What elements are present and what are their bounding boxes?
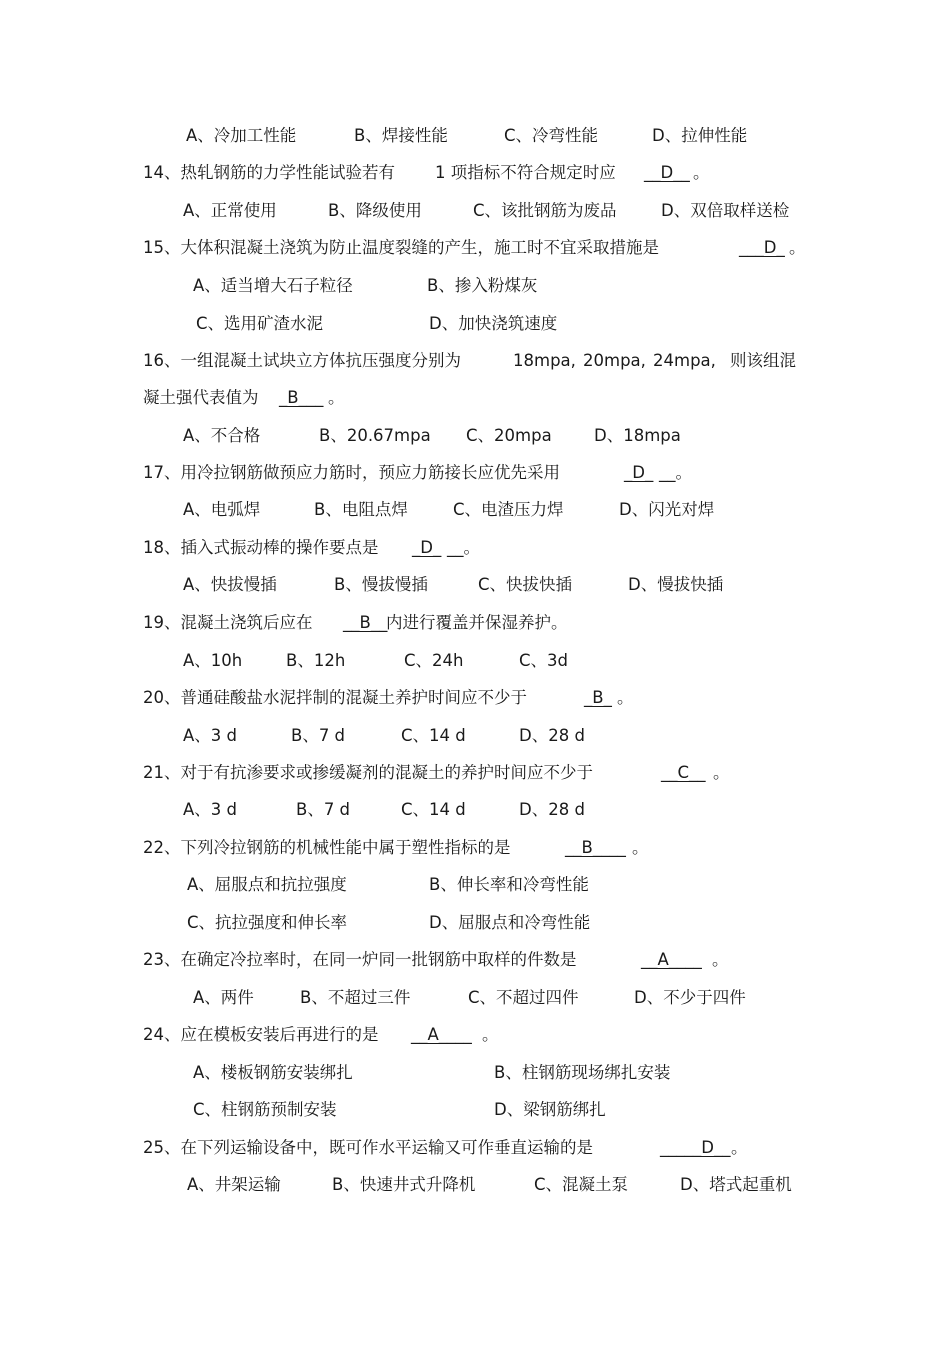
text-segment: D、拉伸性能: [652, 126, 748, 145]
text-segment: D、闪光对焊: [619, 500, 715, 519]
text-segment: D、塔式起重机: [680, 1175, 792, 1194]
text-segment: B、焊接性能: [354, 126, 448, 145]
text-segment: 25、在下列运输设备中，既可作水平运输又可作垂直运输的是: [143, 1138, 593, 1157]
text-segment: A、快拔慢插: [183, 575, 277, 594]
text-segment: 16、一组混凝土试块立方体抗压强度分别为: [143, 351, 461, 370]
text-segment: B、7 d: [291, 726, 346, 745]
text-segment: C、冷弯性能: [504, 126, 599, 145]
text-segment: 1 项指标不符合规定时应: [435, 163, 616, 182]
text-segment: 。: [632, 838, 649, 857]
text-segment: B、掺入粉煤灰: [427, 276, 538, 295]
answer-blank: ___D_: [739, 238, 785, 257]
text-segment: A、屈服点和抗拉强度: [187, 875, 347, 894]
answer-blank: __A____: [411, 1025, 472, 1044]
text-segment: A、10h: [183, 651, 243, 670]
text-segment: D、慢拔快插: [628, 575, 724, 594]
text-segment: 。: [731, 1138, 748, 1157]
answer-blank: __C__: [661, 763, 706, 782]
text-segment: C、24h: [404, 651, 464, 670]
text-segment: D、18mpa: [594, 426, 681, 445]
text-segment: 。: [617, 688, 634, 707]
text-segment: C、14 d: [401, 800, 466, 819]
text-segment: 22、下列冷拉钢筋的机械性能中属于塑性指标的是: [143, 838, 511, 857]
text-segment: C、柱钢筋预制安装: [193, 1100, 337, 1119]
text-segment: A、电弧焊: [183, 500, 261, 519]
text-segment: C、该批钢筋为废品: [473, 201, 617, 220]
text-segment: A、正常使用: [183, 201, 277, 220]
text-segment: D、梁钢筋绑扎: [494, 1100, 606, 1119]
text-segment: 20mpa,: [583, 351, 646, 370]
text-segment: D、28 d: [519, 800, 585, 819]
text-segment: 凝土强代表值为: [143, 388, 259, 407]
answer-blank: __B__: [343, 613, 388, 632]
text-segment: C、抗拉强度和伸长率: [187, 913, 348, 932]
text-segment: 。: [713, 763, 730, 782]
text-segment: B、电阻点焊: [314, 500, 408, 519]
text-segment: 。: [789, 238, 806, 257]
text-segment: 24mpa,: [653, 351, 716, 370]
answer-blank: _B_: [584, 688, 612, 707]
text-segment: D、28 d: [519, 726, 585, 745]
text-segment: 14、热轧钢筋的力学性能试验若有: [143, 163, 395, 182]
text-segment: C、混凝土泵: [534, 1175, 629, 1194]
text-segment: B、柱钢筋现场绑扎安装: [494, 1063, 671, 1082]
text-segment: B、20.67mpa: [319, 426, 431, 445]
text-segment: B、7 d: [296, 800, 351, 819]
text-segment: A、楼板钢筋安装绑扎: [193, 1063, 353, 1082]
text-segment: A、不合格: [183, 426, 261, 445]
text-segment: 18mpa,: [513, 351, 576, 370]
text-segment: __。: [447, 538, 480, 557]
text-segment: __。: [659, 463, 692, 482]
text-segment: 。: [482, 1025, 499, 1044]
text-segment: B、快速井式升降机: [332, 1175, 476, 1194]
text-segment: D、加快浇筑速度: [429, 314, 558, 333]
text-segment: 18、插入式振动棒的操作要点是: [143, 538, 379, 557]
text-segment: C、快拔快插: [478, 575, 573, 594]
text-segment: A、3 d: [183, 726, 238, 745]
text-segment: B、慢拔慢插: [334, 575, 428, 594]
text-segment: A、两件: [193, 988, 254, 1007]
text-segment: C、电渣压力焊: [453, 500, 564, 519]
answer-blank: __B____: [565, 838, 626, 857]
text-segment: C、不超过四件: [468, 988, 579, 1007]
answer-blank: _D_: [412, 538, 442, 557]
text-segment: C、选用矿渣水泥: [196, 314, 324, 333]
text-segment: B、12h: [286, 651, 346, 670]
text-segment: C、20mpa: [466, 426, 552, 445]
answer-blank: _____D__: [660, 1138, 731, 1157]
text-segment: C、3d: [519, 651, 568, 670]
text-segment: 23、在确定冷拉率时，在同一炉同一批钢筋中取样的件数是: [143, 950, 577, 969]
text-segment: 。: [693, 163, 710, 182]
text-segment: D、不少于四件: [634, 988, 746, 1007]
text-segment: A、适当增大石子粒径: [193, 276, 353, 295]
text-segment: 19、混凝土浇筑后应在: [143, 613, 313, 632]
text-segment: 20、普通硅酸盐水泥拌制的混凝土养护时间应不少于: [143, 688, 527, 707]
text-segment: 17、用冷拉钢筋做预应力筋时，预应力筋接长应优先采用: [143, 463, 560, 482]
text-segment: B、降级使用: [328, 201, 422, 220]
answer-blank: _B___: [279, 388, 324, 407]
text-segment: 则该组混: [730, 351, 796, 370]
text-segment: 21、对于有抗渗要求或掺缓凝剂的混凝土的养护时间应不少于: [143, 763, 593, 782]
answer-blank: _D_: [624, 463, 654, 482]
text-segment: 。: [712, 950, 729, 969]
text-segment: A、井架运输: [187, 1175, 281, 1194]
text-segment: D、屈服点和冷弯性能: [429, 913, 591, 932]
text-segment: B、不超过三件: [300, 988, 411, 1007]
text-segment: D、双倍取样送检: [661, 201, 790, 220]
text-segment: B、伸长率和冷弯性能: [429, 875, 589, 894]
text-segment: A、冷加工性能: [186, 126, 297, 145]
answer-blank: __A____: [641, 950, 702, 969]
text-segment: 15、大体积混凝土浇筑为防止温度裂缝的产生，施工时不宜采取措施是: [143, 238, 659, 257]
text-segment: 。: [328, 388, 345, 407]
text-segment: 内进行覆盖并保湿养护。: [386, 613, 568, 632]
answer-blank: __D__: [644, 163, 690, 182]
text-segment: 24、应在模板安装后再进行的是: [143, 1025, 379, 1044]
text-segment: A、3 d: [183, 800, 238, 819]
text-segment: C、14 d: [401, 726, 466, 745]
